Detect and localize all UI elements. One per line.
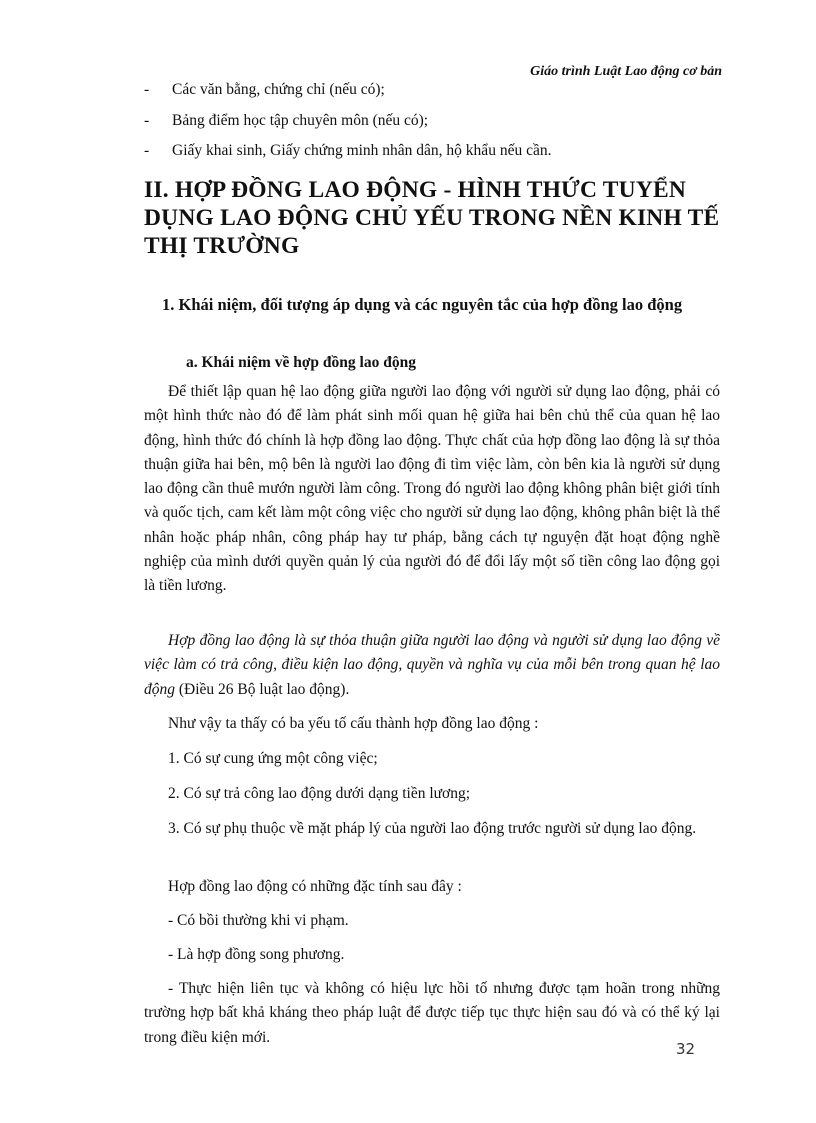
trait-item-1: - Có bồi thường khi vi phạm. [168,912,349,929]
subsection-heading: 1. Khái niệm, đối tượng áp dụng và các nguyên tắc của hợp đồng lao động [162,295,683,314]
element-item-2: 2. Có sự trả công lao động dưới dạng tiền lương; [168,785,471,802]
paragraph-elements-intro: Như vậy ta thấy có ba yếu tố cấu thành hợp đồng lao động : [168,715,539,732]
list-item-text: Các văn bằng, chứng chỉ (nếu có); [172,81,385,98]
subsubsection-heading: a. Khái niệm về hợp đồng lao động [186,354,416,371]
list-dash: - [144,81,150,98]
list-item [144,80,724,100]
list-dash: - [144,111,150,129]
definition-reference: (Điều 26 Bộ luật lao động). [175,680,350,698]
running-header: Giáo trình Luật Lao động cơ bản [530,64,722,79]
requirements-list [144,80,724,172]
paragraph-definition [144,629,720,702]
paragraph-concept: Để thiết lập quan hệ lao động giữa người lao động với người sử dụng lao động, phải có một hình thức nào đó để làm phát sinh mối quan hệ giữa hai bên chủ thể của quan hệ lao động, hình thức đó chính là hợp đồng lao động. Thực chất của hợp đồng lao động là sự thỏa thuận giữa hai bên, mộ bên là người lao động đi tìm việc làm, còn bên kia là người sử dụng lao động cần thuê mướn người làm công. Trong đó người lao động không phân biệt giới tính và quốc tịch, cam kết làm một công việc cho người sử dụng lao động, không phân biệt là thể nhân hoặc pháp nhân, công pháp hay tư pháp, bằng cách tự nguyện đặt hoạt động nghề nghiệp của mình dưới quyền quản lý của người đó để đổi lấy một số tiền công lao động gọi là tiền lương. [144,383,720,595]
list-dash: - [144,142,150,159]
element-item-1: 1. Có sự cung ứng một công việc; [168,750,378,767]
section-title: II. HỢP ĐỒNG LAO ĐỘNG - HÌNH THỨC TUYỂN DỤNG LAO ĐỘNG CHỦ YẾU TRONG NỀN KINH TẾ THỊ TRƯỜNG [144,177,720,259]
definition-text: Hợp đồng lao động là sự thỏa thuận giữa người lao động và người sử dụng lao động về việc làm có trả công, điều kiện lao động, quyền và nghĩa vụ của mỗi bên trong quan hệ lao động [144,632,720,698]
element-item-3: 3. Có sự phụ thuộc về mặt pháp lý của người lao động trước người sử dụng lao động. [168,820,697,837]
page-number: 32 [676,1040,696,1058]
list-item-text: Bảng điểm học tập chuyên môn (nếu có); [172,111,429,129]
list-item [144,111,724,131]
trait-item-3: - Thực hiện liên tục và không có hiệu lực hồi tố nhưng được tạm hoãn trong những trường hợp bất khả kháng theo pháp luật để được tiếp tục thực hiện sau đó và có thể ký lại trong điều kiện mới. [144,980,720,1046]
paragraph-traits-intro: Hợp đồng lao động có những đặc tính sau đây : [168,878,462,895]
trait-item-2: - Là hợp đồng song phương. [168,946,345,963]
list-item-text: Giấy khai sinh, Giấy chứng minh nhân dân, hộ khẩu nếu cần. [172,142,552,159]
list-item [144,141,724,161]
